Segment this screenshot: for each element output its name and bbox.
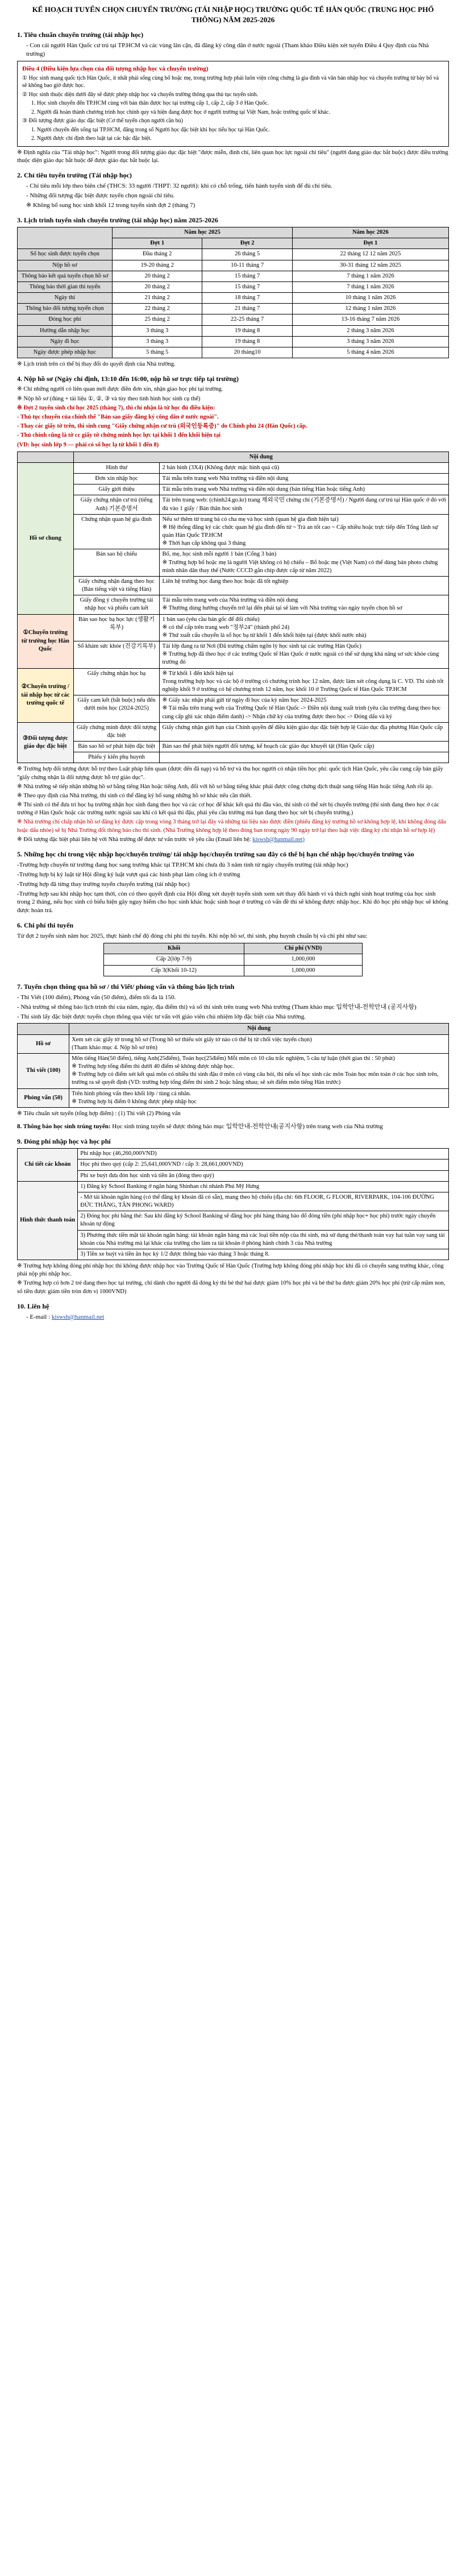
schedule-cell: 25 tháng 2 <box>112 314 202 325</box>
table-row <box>18 752 449 763</box>
documents-table <box>17 452 449 764</box>
documents-note: ※ Thí sinh có thể đưa trì học bạ trường nhận học sinh đang theo học và các cơ học để khác kết quả thi đầu vào, thí sinh có thể xét bị chuyển trường (thí sinh đang theo học ở các trường ở Hàn Quốc hoặc các trường nước ngoài sau khi có kết quả thi đậu, phải yêu cầu trường mà bạn đang theo học xét bị chuyển trường.) <box>17 802 440 817</box>
document-detail: Bố, mẹ, học sinh mỗi người 1 bản (Cổng 3 bản) ※ Trường hợp bố hoặc mẹ là người Việt không có hộ chiếu – Bổ hoặc mẹ (Việt Nam) có thể dùng bản photo chứng minh nhân dân thay thế (Nước CCCD gắn chip được cấp từ năm 2022) <box>160 549 449 577</box>
section-1 <box>17 30 449 165</box>
document-name: Giấy đồng ý chuyển trường tái nhập học và phiếu cam kết <box>73 595 160 614</box>
section-5-heading: 5. Những học chỉ trong việc nhập học/chuyển trường/ tái nhập học/chuyển trường sau đây có thể bị hạn chế nhập học/chuyển trường vào <box>17 850 414 858</box>
table-row <box>18 484 449 495</box>
fee-grade: Cấp 2(lớp 7-9) <box>104 954 244 965</box>
schedule-cell: 20 tháng 2 <box>112 281 202 292</box>
schedule-row-label: Thông báo thời gian thi tuyển <box>18 281 113 292</box>
document-detail: Tải mẫu trên trang web Nhà trường và điền nội dung <box>160 474 449 484</box>
schedule-row-label: Nộp hồ sơ <box>18 260 113 271</box>
section-3-heading: 3. Lịch trình tuyển sinh chuyển trường (tái nhập học) năm 2025-2026 <box>17 216 218 224</box>
schedule-cell: 20 tháng 2 <box>112 271 202 281</box>
table-row <box>104 965 363 976</box>
restriction-item: -Trường hợp bị kỷ luật từ Hội đồng kỷ luật vượt quá các hình phạt làm công ích ở trường <box>17 871 240 878</box>
table-row <box>18 1211 449 1230</box>
tuition-note: ※ Trường hợp có hơn 2 trẻ đang theo học tại trường, chỉ dành cho người đã đóng ký thì bé thứ hai được giảm 10% học phí và bé thứ ba được giảm 20% học phí (trừ cấp mầm non, số tiền được giảm tiền tròn đơn vị 1000VND) <box>17 1280 446 1295</box>
email-label: - E-mail : <box>26 1313 52 1320</box>
section-3 <box>17 216 449 368</box>
tuition-label: Chi tiết các khoản <box>18 1149 78 1182</box>
section-4-note: ※ Đợt 2 tuyển sinh chỉ học 2025 (tháng 7), thì chỉ nhận là từ học đủ điều kiện: <box>17 404 215 411</box>
selection-label: Phỏng vấn (50) <box>18 1088 69 1107</box>
documents-note: ※ Trường hợp đối tượng được hỗ trợ theo Luật pháp liên quan (được đến đã nạp) và hỗ trợ và thu học người có nhận tiền học phí: quốc tịch Hàn Quốc, yêu cầu cung cấp bản giấy "giấy chứng nhận là đối tượng được hỗ trợ giáo dục". <box>17 766 443 781</box>
table-row <box>18 495 449 514</box>
table-row <box>18 474 449 484</box>
article-4-item: 1. Người chuyển đến sống tại TP.HCM, đăng trong số Người học đặc biệt khi học tiểu học tại Hàn Quốc. <box>31 126 270 133</box>
document-detail <box>160 752 449 763</box>
selection-content: Môn tiếng Hàn(50 điểm), tiếng Anh(25điểm), Toán học(25điểm) Mỗi môn có 10 câu trắc nghiệm, 5 câu tự luận (thời gian thi : 50 phút) ※ Trường hợp tổng điểm thi dưới 40 điểm sẽ không được nhập học. ※ Trường hợp có điểm xét kết quả môn có nhiều thi sinh đậu ở môn có vùng câu hỏi, thì nếu số học sinh các môn Toán học môn toán ở các học sinh trên, trường ra sẽ quyết định (VD: trường hợp tổng điểm thí sinh 2 hoặc bằng nhau; sẽ xét điểm môn tiếng Hàn trước) <box>69 1053 449 1088</box>
schedule-cell: 10 tháng 1 năm 2026 <box>292 293 448 304</box>
documents-corner <box>18 452 74 462</box>
document-name: Giấy giới thiệu <box>73 484 160 495</box>
table-row <box>18 249 449 260</box>
tuition-table <box>17 1148 449 1260</box>
article-4-item: ① Học sinh mang quốc tịch Hàn Quốc, ít nhất phải sống cùng bố hoặc mẹ, trong trường hợp phải luôn viện công chứng là gia đình và văn bản nhập học và chuyển trường từ bày bố và sẽ không bao giờ được học. <box>22 74 439 89</box>
table-row <box>18 462 449 473</box>
document-name: Giấy chứng minh được đối tượng đặc biệt <box>73 722 160 741</box>
schedule-row-label: Hướng dẫn nhập học <box>18 325 113 336</box>
document-detail: Liên hệ trường học đang theo học hoặc đã tốt nghiệp <box>160 576 449 595</box>
table-row <box>18 1149 449 1159</box>
section-9 <box>17 1137 449 1296</box>
table-row <box>18 314 449 325</box>
schedule-col-header: Đợt 1 <box>292 238 448 249</box>
selection-line: - Thi Viết (100 điểm), Phỏng vấn (50 điểm), điểm tối đa là 150. <box>17 993 176 1001</box>
section-4-note: (VD: học sinh lớp 9 — phải có sổ học lạ từ khối 1 đến 8) <box>17 441 159 448</box>
restriction-item: -Trường hợp sau khi nhập học tạm thời, còn có theo quyết định của Hội đồng xét duyệt tuyển sinh xem xét thay đổi hành vi và thích nghi sinh hoạt trường của học sinh trong 2 tháng, nếu học sinh có biểu hiện gây nguy hiểm cho học sinh khác hoặc sinh hoạt ở trường có vấn đề thì sẽ không được nhập học. Khi đó học phí nhập học sẽ không được hoàn trả. <box>17 890 448 914</box>
article-4-item: 2. Người được chỉ định theo luật tại các bậc đặc biệt. <box>31 135 152 142</box>
tuition-item: Học phí theo quý (cấp 2: 25,641,000VND / cấp 3: 28,661,000VND) <box>78 1159 449 1170</box>
section-4-note: - Thay các giấy tờ trên, thì sinh cung "Giấy chứng nhận cư trú (외국인등록증)" do Chính phủ 24 (Hàn Quốc) cấp. <box>17 423 307 430</box>
article-4-item: ② Học sinh thuộc diện dưới đây sẽ được phép nhập học và chuyển trường thông qua thủ tục tuyển sinh. <box>22 91 259 98</box>
table-row <box>18 260 449 271</box>
table-row <box>18 293 449 304</box>
document-name: Giấy cam kết (bắt buộc) nếu đến dưới môn học (2024-2025) <box>73 695 160 723</box>
quota-line: - Những đối tượng đặc biệt được tuyển chọn ngoài chỉ tiêu. <box>26 192 175 200</box>
section-8-heading: 8. Thông báo học sinh trúng tuyển: <box>17 1123 111 1130</box>
document-name: Giấy chứng nhận học bạ <box>73 668 160 695</box>
schedule-cell: 15 tháng 7 <box>202 281 292 292</box>
fee-col-header: Chi phí (VND) <box>244 943 362 954</box>
schedule-cell: 15 tháng 7 <box>202 271 292 281</box>
table-row <box>18 742 449 752</box>
section-7 <box>17 982 449 1118</box>
document-detail: ※ Giấy xác nhận phải gửi từ ngày đi học của kỳ năm học 2024-2025 ※ Tải mẫu trên trang web của Trường Quốc tế Hàn Quốc -> Điền nội dung xuất trình (yêu cầu trường đang theo học cung cấp ghi xác nhận điểm danh) -> Nhận chữ ký của trường được theo học -> Đóng dấu và ký <box>160 695 449 723</box>
document-name: Hình thư <box>73 462 160 473</box>
fee-amount: 1,000,000 <box>244 954 362 965</box>
selection-line: - Nhà trường sẽ thông báo lịch trình thi của năm, ngày, địa điểm thi) và số thí sinh trên trang web Nhà trường (Tham khảo mục 입학안내-전학안내 (공지사항) <box>17 1003 417 1010</box>
table-row <box>18 1230 449 1249</box>
table-row <box>18 271 449 281</box>
article-4-item: 2. Người đã hoàn thành chương trình học chính quy và hiện đang được học ở người trường tại Việt Nam, hoặc trường quốc tế khác. <box>31 109 330 115</box>
section-4 <box>17 374 449 844</box>
quota-line: - Chỉ tiêu mỗi lớp theo biên chế (THCS: 33 người /THPT: 32 người): khi có chỗ trống, tiến hành tuyển sinh để đủ chỉ tiêu. <box>26 183 332 190</box>
table-row <box>18 641 449 669</box>
contact-note-text: ※ Đối tượng đặc biệt phải liên hệ với Nhà trường để được tư vấn trước về yêu cầu (Email liên hệ: <box>17 836 251 843</box>
fee-grade: Cấp 3(Khối 10-12) <box>104 965 244 976</box>
document-detail: Tải trên trang web: (chinh24.go.kr) trang 재외국민 chứng chỉ (기본증명서) / Người đang cư trú tại Hàn quốc ở đó với đủ vào 1 giấy / Bản thân hoc sinh <box>160 495 449 514</box>
schedule-cell: 19 tháng 8 <box>202 336 292 347</box>
restriction-item: -Trường hợp đã từng thay trường tuyển chuyển trường (tái nhập học) <box>17 880 190 888</box>
section-5 <box>17 850 449 915</box>
fee-intro: Từ đợt 2 tuyển sinh năm học 2025, thực hành chế độ đóng chi phí thi tuyển. Khi nộp hồ sơ, thí sinh, phụ huynh chuẩn bị và chi phí như sau: <box>17 933 368 940</box>
schedule-cell: 20 tháng10 <box>202 347 292 358</box>
section-2-heading: 2. Chỉ tiêu tuyển trường (Tái nhập học) <box>17 171 132 180</box>
tuition-label: Hình thức thanh toán <box>18 1181 78 1260</box>
schedule-cell: 7 tháng 1 năm 2026 <box>292 271 448 281</box>
schedule-cell: 3 tháng 3 <box>112 325 202 336</box>
section-4-note: - Thủ tục chuyển của chính thể "Bản sao giấy đăng ký công dân ở nước ngoài". <box>17 414 219 420</box>
table-row <box>18 281 449 292</box>
table-row <box>18 668 449 695</box>
schedule-year-header: Năm học 2025 <box>112 227 292 238</box>
section-4-note: ※ Chỉ những người có liên quan mới được điền đơn xin, nhận giao học phí tại trường. <box>17 386 223 393</box>
schedule-cell: 22 tháng 12 12 năm 2025 <box>292 249 448 260</box>
schedule-cell: 18 tháng 7 <box>202 293 292 304</box>
selection-corner <box>18 1024 69 1034</box>
document-detail: Tải lớp đang ra từ Nơi (Đã trường chấm ngôn lý học sinh tại các trường Hàn Quốc) ※ Trường hợp đã theo học ở các trường Quốc tế Hàn Quốc ở nước ngoài có thể sử dụng khả năng sơ sức khỏe cùng trường đó <box>160 641 449 669</box>
documents-note <box>17 836 449 844</box>
schedule-cell: 12 tháng 1 năm 2026 <box>292 304 448 314</box>
article-4-box <box>17 61 449 147</box>
schedule-cell: 22-25 tháng 7 <box>202 314 292 325</box>
table-row <box>18 1249 449 1260</box>
schedule-cell: 19 tháng 8 <box>202 325 292 336</box>
table-row <box>18 1088 449 1107</box>
schedule-note: ※ Lịch trình trên có thể bị thay đổi do quyết định của Nhà trường. <box>17 361 176 368</box>
readmission-definition: ※ Định nghĩa của "Tái nhập học": Người trong đối tượng giáo dục đặc biệt "được miễn, đình chỉ, liên quan học lực ngoài chỉ tiêu" (người đang giáo dục bắt buộc) được điều trường thuộc diện giáo dục bắt buộc để được giáo dục bắt buộc lại. <box>17 149 448 164</box>
section-9-heading: 9. Đóng phí nhập học và học phí <box>17 1137 111 1145</box>
schedule-cell: 26 tháng 5 <box>202 249 292 260</box>
document-detail: 2 bản hình (3X4) (Không được mặc hình quá cũ) <box>160 462 449 473</box>
table-row <box>18 1053 449 1088</box>
restriction-item: -Trường hợp chuyển từ trường đang học sang trường khác tại TP.HCM khi chưa đủ 3 năm tính từ ngày chuyển trường (tái nhập học) <box>17 862 348 869</box>
announcement-text: Học sinh trúng tuyển sẽ được thông báo mục 입학안내-전학안내(공지사항) trên trang web của Nhà trường <box>112 1123 383 1130</box>
table-row <box>18 1181 449 1192</box>
table-row <box>18 576 449 595</box>
document-name: Bản sao học bạ học lực (생활기록부) <box>73 614 160 641</box>
document-name: Bản sao hồ sơ phát hiện đặc biệt <box>73 742 160 752</box>
tuition-item: Phí xe buýt đưa đón học sinh và tiền ăn (đóng theo quý) <box>78 1170 449 1181</box>
selection-content: Xem xét các giấy tờ trong hồ sơ (Trong hồ sơ thiếu sót giấy tờ nào có thể bị từ chối việc tuyển chọn) (Tham khảo mục 4. Nộp hồ sơ trên) <box>69 1034 449 1053</box>
document-detail: ※ Từ khối 1 đến khối hiện tại Trong trường hợp học và các bộ ở trường có chương trình học 12 năm, được làm xét công dụng là C. VD. Thi sinh tốt nghiệp khối 9 ở trường có hệ chương trình 12 năm, học khối 10 ở Trường Quốc tế Hàn Quốc TP.HCM <box>160 668 449 695</box>
schedule-cell: 22 tháng 2 <box>112 304 202 314</box>
table-row <box>18 595 449 614</box>
selection-label: Hồ sơ <box>18 1034 69 1053</box>
table-row <box>18 695 449 723</box>
schedule-cell: 30-31 tháng 12 năm 2025 <box>292 260 448 271</box>
document-group-label: ②Chuyển trường / tái nhập học từ các trường quốc tế <box>18 668 74 722</box>
document-name: Giấy chứng nhận đang theo học (Bản tiếng việt và tiếng Hàn) <box>73 576 160 595</box>
document-name: Phiếu ý kiến phụ huynh <box>73 752 160 763</box>
table-row <box>18 614 449 641</box>
document-detail: Nếu sơ thêm từ trang bà có cha mẹ và học sinh (quan hệ gia đình hiện tại) ※ Hệ thống đăng ký các chức quan hệ gia đình đến từ ~ Trà an tốt cao ~ Cấp nhiều hoặc trực tiếp đến Tổng lãnh sự quán Hàn Quốc TP.HCM ※ Thời hạn cấp không quá 3 tháng <box>160 514 449 549</box>
schedule-cell: 5 tháng 5 <box>112 347 202 358</box>
schedule-row-label: Ngày được phép nhập học <box>18 347 113 358</box>
tuition-item: 2) Đóng học phí bằng thẻ: Sau khi đăng ký School Banking sẽ đăng học phí hàng tháng bào đổ đóng tiền (phí nhập học+ học phí) trước ngày chuyển khoản tự động <box>78 1211 449 1230</box>
schedule-cell: 3 tháng 3 <box>112 336 202 347</box>
tuition-item: 3) Tiền xe buýt và tiền ăn học kỳ 1/2 được thông báo vào tháng 3 hoặc tháng 8. <box>78 1249 449 1260</box>
tuition-item: Phí nhập học (46,260,000VND) <box>78 1149 449 1159</box>
table-row <box>18 722 449 741</box>
tuition-item: 1) Đăng ký School Banking ở ngân hàng Shinhan chi nhánh Phú Mỹ Hưng <box>78 1181 449 1192</box>
schedule-cell: 5 tháng 4 năm 2026 <box>292 347 448 358</box>
schedule-cell: 13-16 tháng 7 năm 2026 <box>292 314 448 325</box>
documents-header: Nội dung <box>73 452 448 462</box>
schedule-cell: 21 tháng 7 <box>202 304 292 314</box>
documents-note: ※ Nhà trường chỉ chấp nhận hồ sơ đăng ký được cập trong vòng 3 tháng trở lại đây và những tài liệu nào được điền (phiếu đăng ký trường hồ sơ không hợp lệ, khi không đóng dấu hoặc dấu nhòe) sẽ bị Nhà Trường đổi thông báo cho thí sinh. (Nhà Trường không hợp lệ theo đóng ban trong ngày 90 ngày trở lại theo luật việc đăng ký chỉ nhận hồ sơ hợp lệ) <box>17 819 446 834</box>
schedule-cell: 19-20 tháng 2 <box>112 260 202 271</box>
section-1-line: - Con cái người Hàn Quốc cư trú tại TP.HCM và các vùng lân cận, đã đăng ký công dân ở nước ngoài (Tham khảo Điều kiện xét tuyển Điều 4 Quy định của Nhà trường) <box>26 42 429 58</box>
exam-fee-table <box>103 943 363 976</box>
section-4-note: - Thủ chính cũng là tờ cc giấy tờ chứng minh học lực tại khối 1 đến khối hiện tại <box>17 432 221 439</box>
document-group-label: ①Chuyển trường từ trường học Hàn Quốc <box>18 614 74 668</box>
contact-email-link[interactable]: kiswsh@hanmail.net) <box>252 836 305 843</box>
tuition-item: - Mở tài khoản ngân hàng (có thể đăng ký khoản đã có sẵn), mang theo hộ chiếu (địa chỉ: 6th FLOOR, G FLOOR, RIVERPARK, 104-106 ĐƯỜNG ĐỨC THẮNG, TÂN PHONG WARD) <box>78 1192 449 1211</box>
schedule-row-label: Ngày thi <box>18 293 113 304</box>
schedule-row-label: Ngày đi học <box>18 336 113 347</box>
tuition-item: 3) Phương thức tiền mặt tài khoản ngân hàng: tài khoản ngân hàng mà các loại tiền nộp của thì sinh, mà sử dụng thẻ/thanh toán vay hai tuần vay sang tài khoản của Nhà trường mà lại khác của trường cho làm ra tài khoản ở phòng hành chính 3 của Nhà trường <box>78 1230 449 1249</box>
documents-note: ※ Nhà trường sẽ tiếp nhận những hồ sơ bằng tiếng Hàn hoặc tiếng Anh, đối với hồ sơ bằng tiếng khác phải được công chứng dịch thuật sang tiếng Hàn hoặc tiếng Anh rồi áp. <box>17 783 433 790</box>
table-row <box>104 954 363 965</box>
table-row <box>18 1170 449 1181</box>
document-detail: Giấy chứng nhận giới hạn của Chính quyền để điều kiện giáo dục đặc biệt hợp lệ Giáo dục địa phương Hàn Quốc cấp <box>160 722 449 741</box>
document-detail: Tải mẫu trên trang web của Nhà trường và điền nội dung ※ Thường dùng hướng chuyển trở lại đến phải tại sẽ làm với Nhà trường vào ngày tuyển chọn hồ sơ <box>160 595 449 614</box>
article-4-item: ③ Đối tượng được giáo dục đặc biệt (Cơ thể tuyển chọn người cần bù) <box>22 118 183 125</box>
article-4-title: Điều 4 (Điều kiện lựa chọn của đối tượng nhập học và chuyển trường) <box>22 65 209 72</box>
schedule-cell: 3 tháng 3 năm 2026 <box>292 336 448 347</box>
schedule-cell: Đầu tháng 2 <box>112 249 202 260</box>
table-row <box>18 1159 449 1170</box>
table-row <box>18 549 449 577</box>
document-group-label: Hồ sơ chung <box>18 462 74 614</box>
section-6 <box>17 921 449 976</box>
section-4-note: ※ Nộp hồ sơ (đúng + tài liệu ①, ②, ③ và tùy theo tình hình học sinh cụ thể) <box>17 395 201 402</box>
document-title: KẾ HOẠCH TUYỂN CHỌN CHUYỂN TRƯỜNG (TÁI NHẬP HỌC) TRƯỜNG QUỐC TẾ HÀN QUỐC (TRUNG HỌC PHỔ THÔNG) NĂM 2025-2026 <box>32 5 434 24</box>
fee-amount: 1,000,000 <box>244 965 362 976</box>
selection-header: Nội dung <box>69 1024 449 1034</box>
schedule-col-header: Đợt 2 <box>202 238 292 249</box>
section-10 <box>17 1302 449 1322</box>
schedule-row-label: Thông báo kết quả tuyển chọn hồ sơ <box>18 271 113 281</box>
selection-label: Thi viết (100) <box>18 1053 69 1088</box>
schedule-row-label: Số học sinh được tuyển chọn <box>18 249 113 260</box>
selection-content: Trên hình phỏng vấn theo khối lớp / tùng cá nhân. ※ Trường hợp bị điểm 0 không được phép nhập học <box>69 1088 449 1107</box>
table-row <box>18 347 449 358</box>
quota-note: ※ Không bổ sung học sinh khối 12 trong tuyển sinh đợt 2 (tháng 7) <box>26 202 195 209</box>
document-detail: 1 bản sao (yêu cầu bản gốc để đối chiếu) ※ có thể cấp trên trang web "정부24" (thành phố 24) ※ Thứ xuất cấu chuyển là sổ học bạ từ khối 1 đến khối hiện tại (được khối nước nhà) <box>160 614 449 641</box>
table-row <box>18 1192 449 1211</box>
table-row <box>18 304 449 314</box>
schedule-cell: 7 tháng 1 năm 2026 <box>292 281 448 292</box>
section-10-heading: 10. Liên hệ <box>17 1302 49 1310</box>
table-row <box>18 1034 449 1053</box>
tuition-note: ※ Trường hợp không đóng phí nhập học thì không được nhập học vào Trường Quốc tế Hàn Quốc (Trường hợp không đóng phí nhập học khi đã có chuyển sang trường khác, công phải nộp phí nhập học. <box>17 1263 444 1278</box>
selection-note: ※ Tiêu chuẩn xét tuyển (tổng hợp điểm) : (1) Thi viết (2) Phỏng vấn <box>17 1110 181 1117</box>
section-6-heading: 6. Chi phí thi tuyển <box>17 921 74 930</box>
schedule-year-header: Năm học 2026 <box>292 227 448 238</box>
table-row <box>18 325 449 336</box>
selection-table <box>17 1023 449 1108</box>
documents-note: ※ Theo quy định của Nhà trường, thí sinh có thể đăng ký bổ sung những hồ sơ khác nếu cần thiết. <box>17 792 252 799</box>
section-2 <box>17 171 449 210</box>
schedule-cell: 21 tháng 2 <box>112 293 202 304</box>
section-7-heading: 7. Tuyển chọn thông qua hồ sơ / thi Viết/ phỏng vấn và thông báo lịch trình <box>17 982 235 991</box>
selection-line: - Thí sinh lấy đặc biệt được tuyển chọn thông qua việc tư vấn với giáo viên chủ nhiệm lớp đặc biệt của Nhà trường. <box>17 1013 306 1020</box>
section-4-heading: 4. Nộp hồ sơ (Ngày chỉ định, 13:10 đến 16:00, nộp hồ sơ trực tiếp tại trường) <box>17 375 239 383</box>
fee-col-header: Khối <box>104 943 244 954</box>
section-1-heading: 1. Tiêu chuẩn chuyển trường (tái nhập học) <box>17 31 144 39</box>
contact-email[interactable]: kiswsh@hanmail.net <box>51 1313 105 1320</box>
document-name: Sổ khám sức khỏe (건강기록부) <box>73 641 160 669</box>
schedule-cell: 10-11 tháng 7 <box>202 260 292 271</box>
table-row <box>18 514 449 549</box>
table-row <box>18 336 449 347</box>
document-detail: Tải mẫu trên trang web Nhà trường và điền nội dung (bản tiếng Hàn hoặc tiếng Anh) <box>160 484 449 495</box>
schedule-row-label: Thông báo đối tượng tuyển chọn <box>18 304 113 314</box>
schedule-row-label: Đóng học phí <box>18 314 113 325</box>
schedule-corner <box>18 227 113 249</box>
schedule-table <box>17 227 449 358</box>
document-name: Bản sao hộ chiếu <box>73 549 160 577</box>
schedule-cell: 2 tháng 3 năm 2026 <box>292 325 448 336</box>
document-name: Đơn xin nhập học <box>73 474 160 484</box>
document-name: Giấy chứng nhận cư trú (tiếng Anh) 기본증명서 <box>73 495 160 514</box>
document-group-label: ③Đối tượng được giáo dục đặc biệt <box>18 722 74 763</box>
document-name: Chứng nhận quan hệ gia đình <box>73 514 160 549</box>
schedule-col-header: Đợt 1 <box>112 238 202 249</box>
document-detail: Bản sao thể phát hiện người đối tượng, kế hoạch các giáo dục khuyết tật (Hàn Quốc cấp) <box>160 742 449 752</box>
documents-notes <box>17 765 449 844</box>
section-8 <box>17 1123 449 1131</box>
article-4-item: 1. Học sinh chuyển đến TP.HCM cùng với bản thân được học tại trường cấp 1, cấp 2, cấp 3 ở Hàn Quốc. <box>31 100 269 107</box>
